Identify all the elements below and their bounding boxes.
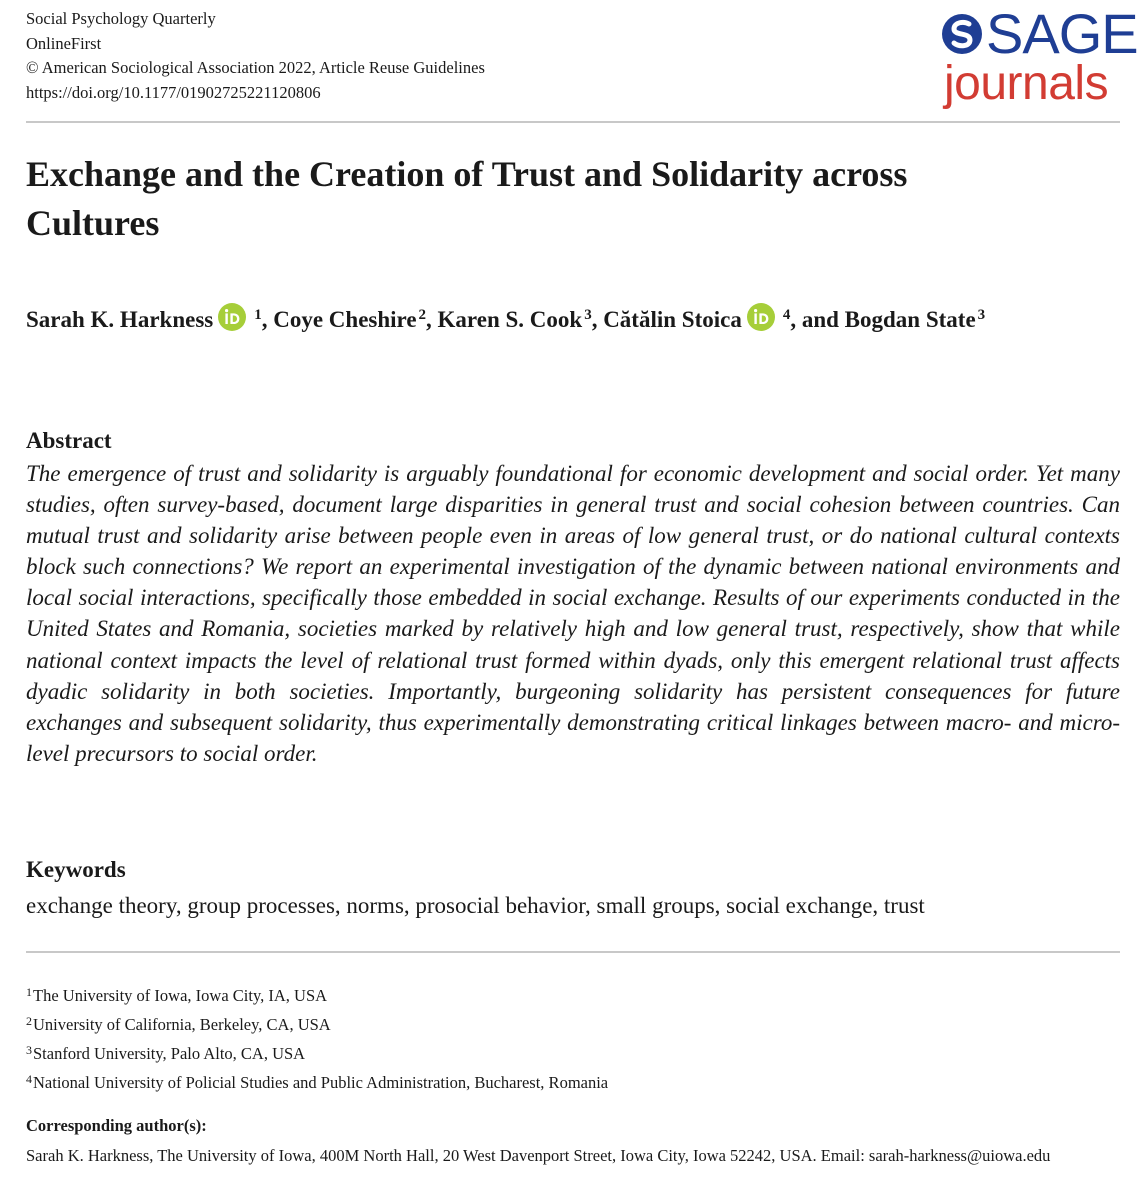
affiliation-item: [26, 1040, 608, 1069]
affiliation-item: [26, 1069, 608, 1098]
journals-wordmark: journals: [944, 57, 1109, 110]
affiliation-text: The University of Iowa, Iowa City, IA, USA: [33, 986, 328, 1005]
affiliation-number: 4: [26, 1072, 32, 1086]
abstract-text: The emergence of trust and solidarity is arguably foundational for economic development and social order. Yet many studies, often survey-based, document large disparities in general trust and social cohesion between countries. Can mutual trust and solidarity arise between people even in areas of low general trust, or do national cultural contexts block such connections? We report an experimental investigation of the dynamic between national environments and local social interactions, specifically those embedded in social exchange. Results of our experiments conducted in the United States and Romania, societies marked by relatively high and low general trust, respectively, show that while national context impacts the level of relational trust formed within dyads, only this emergent relational trust affects dyadic solidarity in both societies. Importantly, burgeoning solidarity has persistent consequences for future exchanges and subsequent solidarity, thus experimentally demonstrating critical linkages between macro- and micro-level precursors to social order.: [26, 461, 1120, 766]
article-title: Exchange and the Creation of Trust and Solidarity across Cultures: [26, 154, 908, 243]
author-separator: ,: [426, 307, 438, 332]
affiliation-number: 3: [26, 1043, 32, 1057]
affiliation-number: 2: [26, 1014, 32, 1028]
corresponding-heading: Corresponding author(s):: [26, 1116, 207, 1135]
author-name[interactable]: Sarah K. Harkness: [26, 307, 214, 332]
author-list: [26, 301, 1086, 342]
affiliation-item: [26, 1011, 608, 1040]
journal-name: Social Psychology Quarterly: [26, 9, 216, 28]
footer-divider: [26, 951, 1120, 953]
journal-meta: [26, 7, 485, 105]
copyright-line[interactable]: © American Sociological Association 2022, Article Reuse Guidelines: [26, 58, 485, 77]
corresponding-text: Sarah K. Harkness, The University of Iowa, 400M North Hall, 20 West Davenport Street, Iowa City, Iowa 52242, USA. Email: sarah-harkness@uiowa.edu: [26, 1146, 1051, 1165]
sage-logo-row: [940, 4, 1138, 64]
orcid-icon[interactable]: [747, 303, 775, 331]
affiliation-number: 1: [26, 985, 32, 999]
author-affiliation-marker: 3: [584, 307, 592, 323]
affiliation-text: Stanford University, Palo Alto, CA, USA: [33, 1044, 306, 1063]
author-name[interactable]: Coye Cheshire: [273, 307, 417, 332]
author-affiliation-marker: 4: [782, 307, 791, 323]
author-separator: ,: [591, 307, 604, 332]
sage-wordmark: SAGE: [986, 2, 1138, 65]
affiliation-text: University of California, Berkeley, CA, USA: [33, 1015, 331, 1034]
author-separator: ,: [261, 307, 274, 332]
keywords-list: exchange theory, group processes, norms, prosocial behavior, small groups, social exchange, trust: [26, 893, 925, 918]
sage-journals-logo[interactable]: [940, 2, 1138, 112]
sage-circle-icon: [940, 12, 984, 56]
author-affiliation-marker: 1: [254, 307, 262, 323]
author-affiliation-marker: 2: [418, 307, 427, 323]
author-name[interactable]: Karen S. Cook: [437, 307, 583, 332]
affiliation-item: [26, 982, 608, 1011]
doi-link[interactable]: https://doi.org/10.1177/01902725221120806: [26, 82, 321, 102]
keywords-heading: Keywords: [26, 857, 126, 882]
author-name[interactable]: Bogdan State: [844, 307, 976, 332]
abstract-heading: Abstract: [26, 428, 112, 453]
affiliation-text: National University of Policial Studies and Public Administration, Bucharest, Romania: [33, 1073, 609, 1092]
publication-status: OnlineFirst: [26, 33, 102, 53]
orcid-icon[interactable]: [218, 303, 246, 331]
author-separator: , and: [790, 307, 845, 332]
author-name[interactable]: Cătălin Stoica: [603, 307, 742, 332]
affiliation-list: [26, 982, 608, 1098]
author-affiliation-marker: 3: [977, 307, 986, 323]
header-divider: [26, 121, 1120, 123]
